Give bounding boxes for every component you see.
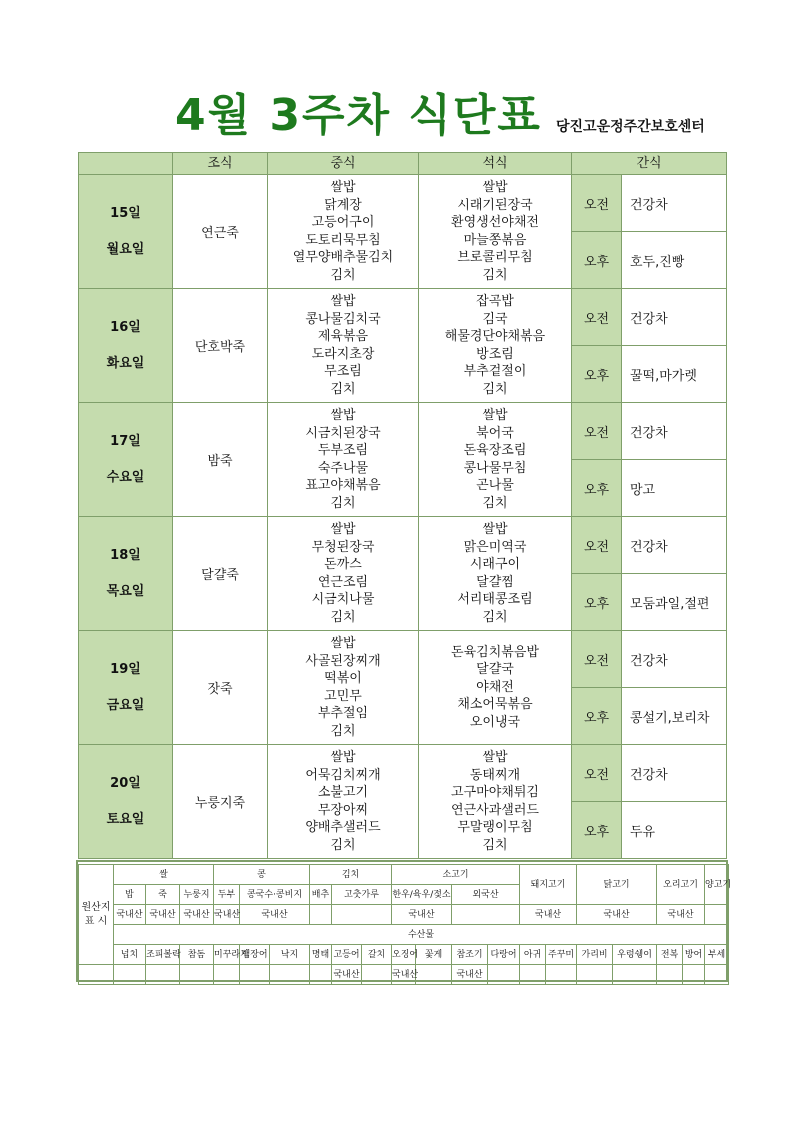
origin-sea-value	[180, 965, 214, 985]
breakfast-cell: 연근죽	[173, 175, 268, 289]
origin-sub: 누룽지	[180, 885, 214, 905]
snack-pm-label: 오후	[572, 574, 622, 631]
header-breakfast: 조식	[173, 153, 268, 175]
lunch-item: 시금치나물	[311, 592, 375, 607]
origin-sea-sub: 꽃게	[416, 945, 452, 965]
lunch-item: 숙주나물	[317, 460, 369, 476]
header-dinner: 석식	[419, 153, 572, 175]
lunch-cell	[268, 745, 419, 859]
origin-table	[78, 864, 732, 985]
lunch-item: 김치	[330, 837, 356, 853]
dinner-item: 쌀밥	[482, 522, 508, 537]
origin-value: 국내산	[214, 905, 240, 925]
lunch-item: 쌀밥	[330, 408, 356, 423]
lunch-item: 표고야채볶음	[305, 478, 381, 493]
lunch-item: 도토리묵무침	[305, 232, 381, 248]
snack-am-label: 오전	[572, 175, 622, 232]
origin-sea-value	[214, 965, 240, 985]
origin-sea-sub: 명태	[310, 945, 332, 965]
day-label	[79, 175, 173, 289]
origin-sea-sub: 참조기	[452, 945, 488, 965]
lunch-item: 콩나물김치국	[305, 311, 381, 327]
origin-sea-value	[613, 965, 657, 985]
dinner-item: 채소어묵볶음	[457, 697, 533, 713]
origin-group-beef: 소고기	[392, 865, 520, 885]
day-weekday: 화요일	[106, 355, 145, 371]
origin-value	[310, 905, 332, 925]
lunch-item: 제육볶음	[317, 329, 369, 344]
origin-sub: 밥	[114, 885, 146, 905]
origin-value: 국내산	[146, 905, 180, 925]
lunch-item: 쌀밥	[330, 180, 356, 195]
origin-sea-sub: 주꾸미	[546, 945, 577, 965]
origin-sea-value	[146, 965, 180, 985]
origin-sea-value	[577, 965, 613, 985]
day-label	[79, 745, 173, 859]
lunch-item: 시금치된장국	[305, 425, 381, 441]
dinner-item: 쌀밥	[482, 408, 508, 423]
day-label	[79, 403, 173, 517]
origin-group-bean: 콩	[214, 865, 310, 885]
breakfast-cell: 밤죽	[173, 403, 268, 517]
lunch-item: 사골된장찌개	[305, 653, 381, 669]
snack-am-value: 건강차	[622, 631, 727, 688]
dinner-cell	[419, 745, 572, 859]
origin-value: 국내산	[520, 905, 577, 925]
snack-am-label: 오전	[572, 403, 622, 460]
dinner-cell	[419, 517, 572, 631]
snack-am-label: 오전	[572, 517, 622, 574]
day-row	[79, 175, 727, 232]
lunch-cell	[268, 517, 419, 631]
lunch-item: 소불고기	[317, 785, 369, 800]
day-date: 16일	[110, 319, 141, 335]
dinner-item: 시래구이	[469, 557, 521, 572]
lunch-item: 무장아찌	[317, 802, 369, 818]
dinner-item: 김치	[482, 837, 508, 853]
dinner-item: 연근사과샐러드	[451, 802, 539, 818]
origin-sea-value: 국내산	[452, 965, 488, 985]
dinner-cell	[419, 289, 572, 403]
lunch-cell	[268, 289, 419, 403]
day-label	[79, 517, 173, 631]
dinner-item: 콩나물무침	[463, 460, 527, 476]
origin-sub: 콩국수·콩비지	[240, 885, 310, 905]
dinner-item: 마늘쫑볶음	[463, 232, 527, 248]
lunch-cell	[268, 403, 419, 517]
snack-pm-label: 오후	[572, 346, 622, 403]
dinner-item: 부추겉절이	[463, 364, 527, 379]
origin-sea-sub: 갈치	[362, 945, 392, 965]
breakfast-cell: 단호박죽	[173, 289, 268, 403]
dinner-item: 서리태콩조림	[457, 592, 533, 607]
dinner-item: 북어국	[476, 425, 514, 441]
origin-sub: 두부	[214, 885, 240, 905]
origin-sea-value	[362, 965, 392, 985]
dinner-item: 동태찌개	[469, 767, 521, 783]
header-day	[79, 153, 173, 175]
breakfast-cell: 잣죽	[173, 631, 268, 745]
snack-am-value: 건강차	[622, 403, 727, 460]
day-weekday: 월요일	[106, 241, 145, 257]
dinner-item: 잡곡밥	[476, 294, 514, 309]
lunch-item: 고등어구이	[311, 215, 375, 230]
day-weekday: 금요일	[106, 697, 145, 713]
header-snack: 간식	[572, 153, 727, 175]
day-row	[79, 517, 727, 574]
dinner-cell	[419, 631, 572, 745]
lunch-item: 김치	[330, 495, 356, 511]
lunch-item: 쌀밥	[330, 636, 356, 651]
lunch-item: 무청된장국	[311, 539, 375, 555]
dinner-item: 쌀밥	[482, 750, 508, 765]
dinner-item: 무말랭이무침	[457, 820, 533, 835]
origin-sea-sub: 참돔	[180, 945, 214, 965]
origin-sea-sub: 뱀장어	[240, 945, 270, 965]
dinner-item: 환영생선야채전	[451, 215, 539, 230]
snack-pm-label: 오후	[572, 460, 622, 517]
page-title: 4월 3주차 식단표	[175, 90, 542, 141]
day-row	[79, 631, 727, 688]
origin-sea-sub: 조피볼락	[146, 945, 180, 965]
dinner-item: 오이냉국	[469, 714, 521, 730]
origin-sea-sub: 넙치	[114, 945, 146, 965]
dinner-item: 야채전	[476, 679, 514, 695]
origin-sea-value	[546, 965, 577, 985]
origin-sub: 죽	[146, 885, 180, 905]
snack-pm-value: 콩설기,보리차	[622, 688, 727, 745]
origin-sea-value	[240, 965, 270, 985]
dinner-item: 달걀국	[476, 662, 514, 678]
dinner-item: 김치	[482, 267, 508, 283]
menu-body	[79, 175, 727, 859]
origin-group-kimchi: 김치	[310, 865, 392, 885]
origin-sea-value	[520, 965, 546, 985]
origin-value	[452, 905, 520, 925]
dinner-item: 방조림	[476, 346, 514, 362]
breakfast-cell: 누룽지죽	[173, 745, 268, 859]
origin-sub: 배추	[310, 885, 332, 905]
origin-sea-value	[705, 965, 729, 985]
origin-value: 국내산	[392, 905, 452, 925]
dinner-item: 곤나물	[476, 478, 514, 493]
snack-am-label: 오전	[572, 289, 622, 346]
origin-value	[332, 905, 392, 925]
snack-pm-value: 두유	[622, 802, 727, 859]
origin-sea-value	[416, 965, 452, 985]
lunch-item: 김치	[330, 609, 356, 625]
lunch-item: 쌀밥	[330, 294, 356, 309]
dinner-item: 돈육장조림	[463, 443, 527, 458]
lunch-item: 쌀밥	[330, 750, 356, 765]
lunch-item: 연근조림	[317, 574, 369, 590]
snack-am-label: 오전	[572, 745, 622, 802]
menu-header-row	[79, 153, 727, 175]
snack-am-value: 건강차	[622, 289, 727, 346]
dinner-item: 해물경단야채볶음	[444, 329, 546, 344]
origin-sea-sub: 미꾸라지	[214, 945, 240, 965]
header-lunch: 중식	[268, 153, 419, 175]
day-weekday: 목요일	[106, 583, 145, 599]
dinner-item: 쌀밥	[482, 180, 508, 195]
origin-sea-sub: 아귀	[520, 945, 546, 965]
snack-pm-value: 모둠과일,절편	[622, 574, 727, 631]
lunch-item: 닭계장	[324, 197, 362, 213]
day-label	[79, 289, 173, 403]
snack-pm-label: 오후	[572, 802, 622, 859]
lunch-item: 쌀밥	[330, 522, 356, 537]
lunch-item: 부추절임	[317, 706, 369, 721]
menu-table	[78, 152, 727, 859]
origin-meat-lamb: 양고기	[705, 865, 729, 905]
snack-am-value: 건강차	[622, 745, 727, 802]
lunch-item: 고민무	[324, 688, 362, 704]
snack-am-value: 건강차	[622, 175, 727, 232]
lunch-cell	[268, 631, 419, 745]
origin-meat-pork: 돼지고기	[520, 865, 577, 905]
origin-value: 국내산	[577, 905, 657, 925]
snack-pm-value: 망고	[622, 460, 727, 517]
snack-pm-value: 호두,진빵	[622, 232, 727, 289]
day-weekday: 수요일	[106, 469, 145, 485]
lunch-item: 김치	[330, 723, 356, 739]
origin-sea-sub: 가리비	[577, 945, 613, 965]
lunch-item: 돈까스	[324, 557, 362, 572]
origin-sea-value	[310, 965, 332, 985]
snack-pm-label: 오후	[572, 232, 622, 289]
dinner-item: 김치	[482, 609, 508, 625]
lunch-item: 도라지초장	[311, 346, 375, 362]
day-date: 18일	[110, 547, 141, 563]
origin-value	[705, 905, 729, 925]
origin-sea-value	[270, 965, 310, 985]
origin-value: 국내산	[657, 905, 705, 925]
day-date: 17일	[110, 433, 141, 449]
snack-am-value: 건강차	[622, 517, 727, 574]
lunch-item: 김치	[330, 267, 356, 283]
day-date: 19일	[110, 661, 141, 677]
dinner-item: 김치	[482, 495, 508, 511]
origin-sea-value: 국내산	[392, 965, 416, 985]
breakfast-cell: 달걀죽	[173, 517, 268, 631]
dinner-cell	[419, 175, 572, 289]
origin-sea-value: 국내산	[332, 965, 362, 985]
origin-sea-sub: 방어	[683, 945, 705, 965]
snack-am-label: 오전	[572, 631, 622, 688]
snack-pm-value: 꿀떡,마가렛	[622, 346, 727, 403]
day-row	[79, 403, 727, 460]
origin-sub: 한우/육우/젖소	[392, 885, 452, 905]
origin-value: 국내산	[114, 905, 146, 925]
dinner-item: 김치	[482, 381, 508, 397]
dinner-item: 돈육김치볶음밥	[451, 644, 539, 660]
dinner-item: 달걀찜	[476, 574, 514, 590]
day-weekday: 토요일	[106, 811, 145, 827]
dinner-item: 고구마야채튀김	[451, 785, 539, 800]
dinner-item: 맑은미역국	[463, 539, 527, 555]
lunch-item: 무조림	[324, 364, 362, 379]
origin-sea-sub: 부세	[705, 945, 729, 965]
origin-sea-sub: 오징어	[392, 945, 416, 965]
day-row	[79, 745, 727, 802]
day-date: 15일	[110, 205, 141, 221]
origin-sea-value	[657, 965, 683, 985]
lunch-item: 김치	[330, 381, 356, 397]
origin-value: 국내산	[180, 905, 214, 925]
origin-sub: 외국산	[452, 885, 520, 905]
origin-sea-sub: 다랑어	[488, 945, 520, 965]
day-date: 20일	[110, 775, 141, 791]
origin-sea-sub: 우렁쉥이	[613, 945, 657, 965]
lunch-item: 어묵김치찌개	[305, 767, 381, 783]
lunch-cell	[268, 175, 419, 289]
dinner-item: 브로콜리무침	[457, 250, 533, 265]
origin-group-rice: 쌀	[114, 865, 214, 885]
lunch-item: 양배추샐러드	[305, 820, 381, 835]
origin-sea-value	[114, 965, 146, 985]
center-name: 당진고운정주간보호센터	[556, 119, 705, 135]
day-row	[79, 289, 727, 346]
origin-sea-sub: 낙지	[270, 945, 310, 965]
origin-meat-duck: 오리고기	[657, 865, 705, 905]
origin-side-label: 원산지 표 시	[79, 865, 114, 965]
day-label	[79, 631, 173, 745]
origin-sea-sub: 전복	[657, 945, 683, 965]
origin-sea-value	[683, 965, 705, 985]
origin-side-spacer	[79, 965, 114, 985]
lunch-item: 두부조림	[317, 443, 369, 458]
origin-meat-chicken: 닭고기	[577, 865, 657, 905]
dinner-item: 김국	[482, 311, 508, 327]
origin-sea-sub: 고등어	[332, 945, 362, 965]
origin-sea-value	[488, 965, 520, 985]
origin-sub: 고춧가루	[332, 885, 392, 905]
snack-pm-label: 오후	[572, 688, 622, 745]
lunch-item: 열무양배추물김치	[292, 250, 394, 265]
origin-value: 국내산	[240, 905, 310, 925]
lunch-item: 떡볶이	[324, 671, 362, 686]
dinner-item: 시래기된장국	[457, 197, 533, 213]
dinner-cell	[419, 403, 572, 517]
origin-group-seafood: 수산물	[114, 925, 729, 945]
